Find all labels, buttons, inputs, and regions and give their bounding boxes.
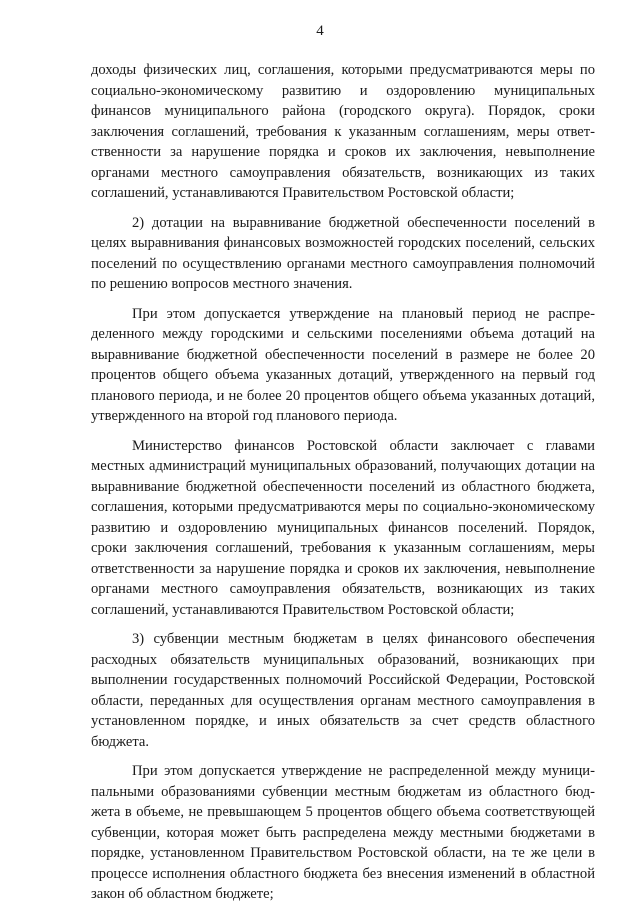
document-body [91,60,595,914]
paragraph-3: При этом допускается утверждение на плановый период не распределенного между городскими и сельскими поселениями объема дотаций на выравнивание бюджетной обеспеченности поселений в размере не более 20 процентов общего объема указанных дотаций, утвержденного на первый год планового периода, и не более 20 процентов общего объема указанных дотаций, утвержденного на второй год планового периода. [91,305,595,424]
paragraph-2: 2) дотации на выравнивание бюджетной обеспеченности поселений в целях выравнивания финансовых возможностей городских поселений, сельских поселений по осуществлению органами местного самоуправления полномочий по решению вопросов местного значения. [91,214,595,292]
paragraph-6: При этом допускается утверждение не распределенной между муниципальными образованиями субвенции местным бюджетам из областного бюджета в объеме, не превышающем 5 процентов общего объема соответствующей субвенции, которая может быть распределена между местными бюджетами в порядке, установленном Правительством Ростовской области, на те же цели в процессе исполнения областного бюджета без внесения изменений в областной закон об областном бюджете; [91,763,595,902]
page-number: 4 [316,23,324,39]
paragraph-1: доходы физических лиц, соглашения, которыми предусматриваются меры по социально-экономическому развитию и оздоровлению муниципальных финансов муниципального района (городского округа). Порядок, сроки заключения соглашений, требования к указанным соглашениям, меры ответственности за нарушение порядка и сроков их заключения, невыполнение органами местного самоуправления обязательств, возникающих из таких соглашений, устанавливаются Правительством Ростовской области; [91,62,595,201]
paragraph-4: Министерство финансов Ростовской области заключает с главами местных администраций муниципальных образований, получающих дотации на выравнивание бюджетной обеспеченности поселений из областного бюджета, соглашения, которыми предусматриваются меры по социально-экономическому развитию и оздоровлению муниципальных финансов поселений. Порядок, сроки заключения соглашений, требования к указанным соглашениям, меры ответственности за нарушение порядка и сроков их заключения, невыполнение органами местного самоуправления обязательств, возникающих из таких соглашений, устанавливаются Правительством Ростовской области; [91,437,595,618]
paragraph-5: 3) субвенции местным бюджетам в целях финансового обеспечения расходных обязательств муниципальных образований, возникающих при выполнении государственных полномочий Российской Федерации, Ростовской области, переданных для осуществления органам местного самоуправления в установленном порядке, и иных обязательств за счет средств областного бюджета. [91,631,595,750]
